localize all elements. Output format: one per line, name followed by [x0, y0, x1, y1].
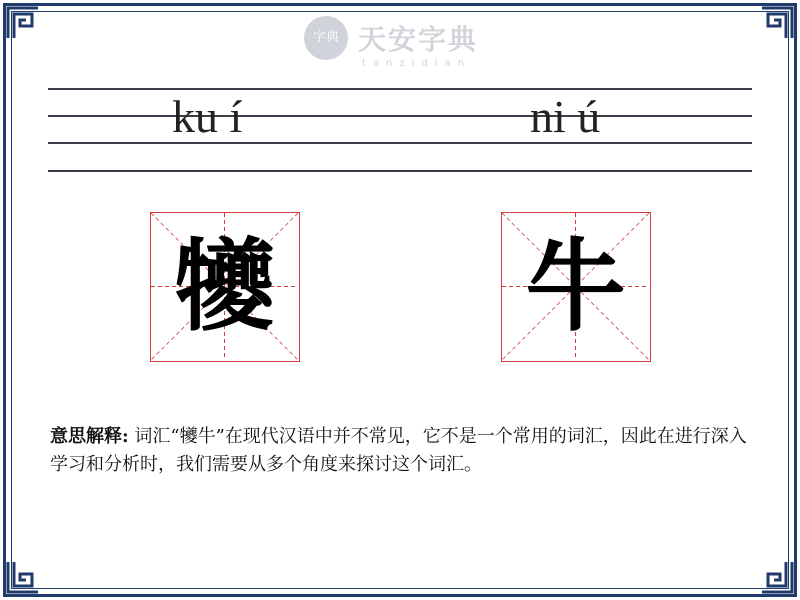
meaning-text: 词汇“犪牛”在现代汉语中并不常见，它不是一个常用的词汇，因此在进行深入学习和分析时，我们需要从多个角度来探讨这个词汇。 — [50, 426, 747, 475]
meaning-separator: : — [122, 426, 129, 447]
fret-corner-icon — [760, 6, 794, 40]
pinyin-line-1 — [48, 88, 752, 90]
character-1: 犪 — [174, 227, 275, 345]
logo-name: 天安字典 — [358, 23, 479, 56]
pinyin-char-1: ku í — [172, 91, 243, 142]
pinyin-line-2 — [48, 115, 752, 117]
site-logo — [304, 12, 504, 72]
pinyin-line-4 — [48, 170, 752, 172]
character-2: 牛 — [525, 227, 626, 345]
character-grid-2 — [501, 212, 651, 362]
logo-subtitle: tanzidian — [362, 58, 472, 69]
pinyin-line-3 — [48, 142, 752, 144]
seal-logo-icon: 字典 — [304, 16, 348, 60]
meaning-paragraph — [50, 423, 755, 479]
pinyin-char-2: ni ú — [530, 91, 601, 142]
fret-corner-icon — [760, 560, 794, 594]
fret-corner-icon — [6, 560, 40, 594]
character-grid-1 — [150, 212, 300, 362]
inner-frame — [11, 11, 789, 589]
fret-corner-icon — [6, 6, 40, 40]
meaning-label: 意思解释 — [50, 426, 122, 447]
